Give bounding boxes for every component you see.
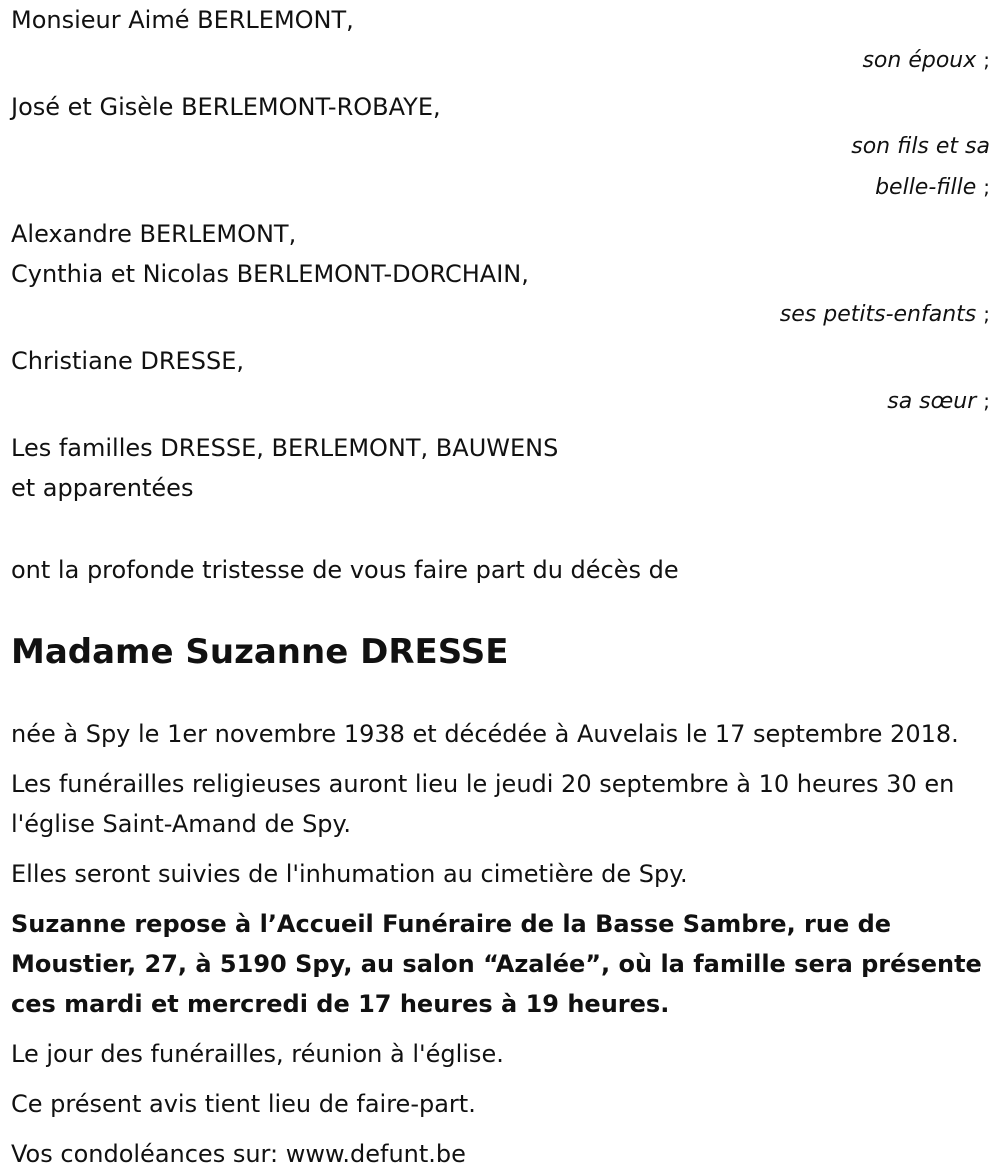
family-name: José et Gisèle BERLEMONT-ROBAYE,: [11, 93, 441, 121]
family-group-son: [11, 87, 990, 208]
condolences-text: Vos condoléances sur: www.defunt.be: [11, 1140, 466, 1168]
family-list: [11, 0, 990, 508]
visitation-text: Suzanne repose à l’Accueil Funéraire de la Basse Sambre, rue de Moustier, 27, à 5190 Spy, au salon “Azalée”, où la famille sera présente ces mardi et mercredi de 17 heures à 19 heures.: [11, 910, 982, 1018]
family-relation: son fils et sa: [851, 134, 990, 159]
family-group-sister: [11, 341, 990, 422]
funeral-text: Les funérailles religieuses auront lieu le jeudi 20 septembre à 10 heures 30 en l'église Saint-Amand de Spy.: [11, 770, 955, 838]
family-relation: sa sœur ;: [887, 389, 990, 414]
birth-death-text: née à Spy le 1er novembre 1938 et décédée à Auvelais le 17 septembre 2018.: [11, 720, 959, 748]
family-name: Monsieur Aimé BERLEMONT,: [11, 6, 354, 34]
family-relation: son époux ;: [862, 48, 990, 73]
family-group-spouse: [11, 0, 990, 81]
deceased-name: Madame Suzanne DRESSE: [11, 632, 509, 672]
family-name: et apparentées: [11, 474, 194, 502]
burial-text: Elles seront suivies de l'inhumation au cimetière de Spy.: [11, 860, 688, 888]
family-relation: ses petits-enfants ;: [779, 302, 990, 327]
family-name: Christiane DRESSE,: [11, 347, 244, 375]
family-group-families: [11, 428, 990, 508]
announcement-intro: ont la profonde tristesse de vous faire part du décès de: [11, 556, 679, 584]
family-name: Les familles DRESSE, BERLEMONT, BAUWENS: [11, 434, 559, 462]
family-name: Cynthia et Nicolas BERLEMONT-DORCHAIN,: [11, 260, 529, 288]
meeting-text: Le jour des funérailles, réunion à l'église.: [11, 1040, 504, 1068]
family-name: Alexandre BERLEMONT,: [11, 220, 297, 248]
family-group-grandchildren: [11, 214, 990, 335]
family-relation: belle-fille ;: [875, 175, 990, 200]
notice-text: Ce présent avis tient lieu de faire-part.: [11, 1090, 476, 1118]
notice-details: [11, 714, 990, 1174]
